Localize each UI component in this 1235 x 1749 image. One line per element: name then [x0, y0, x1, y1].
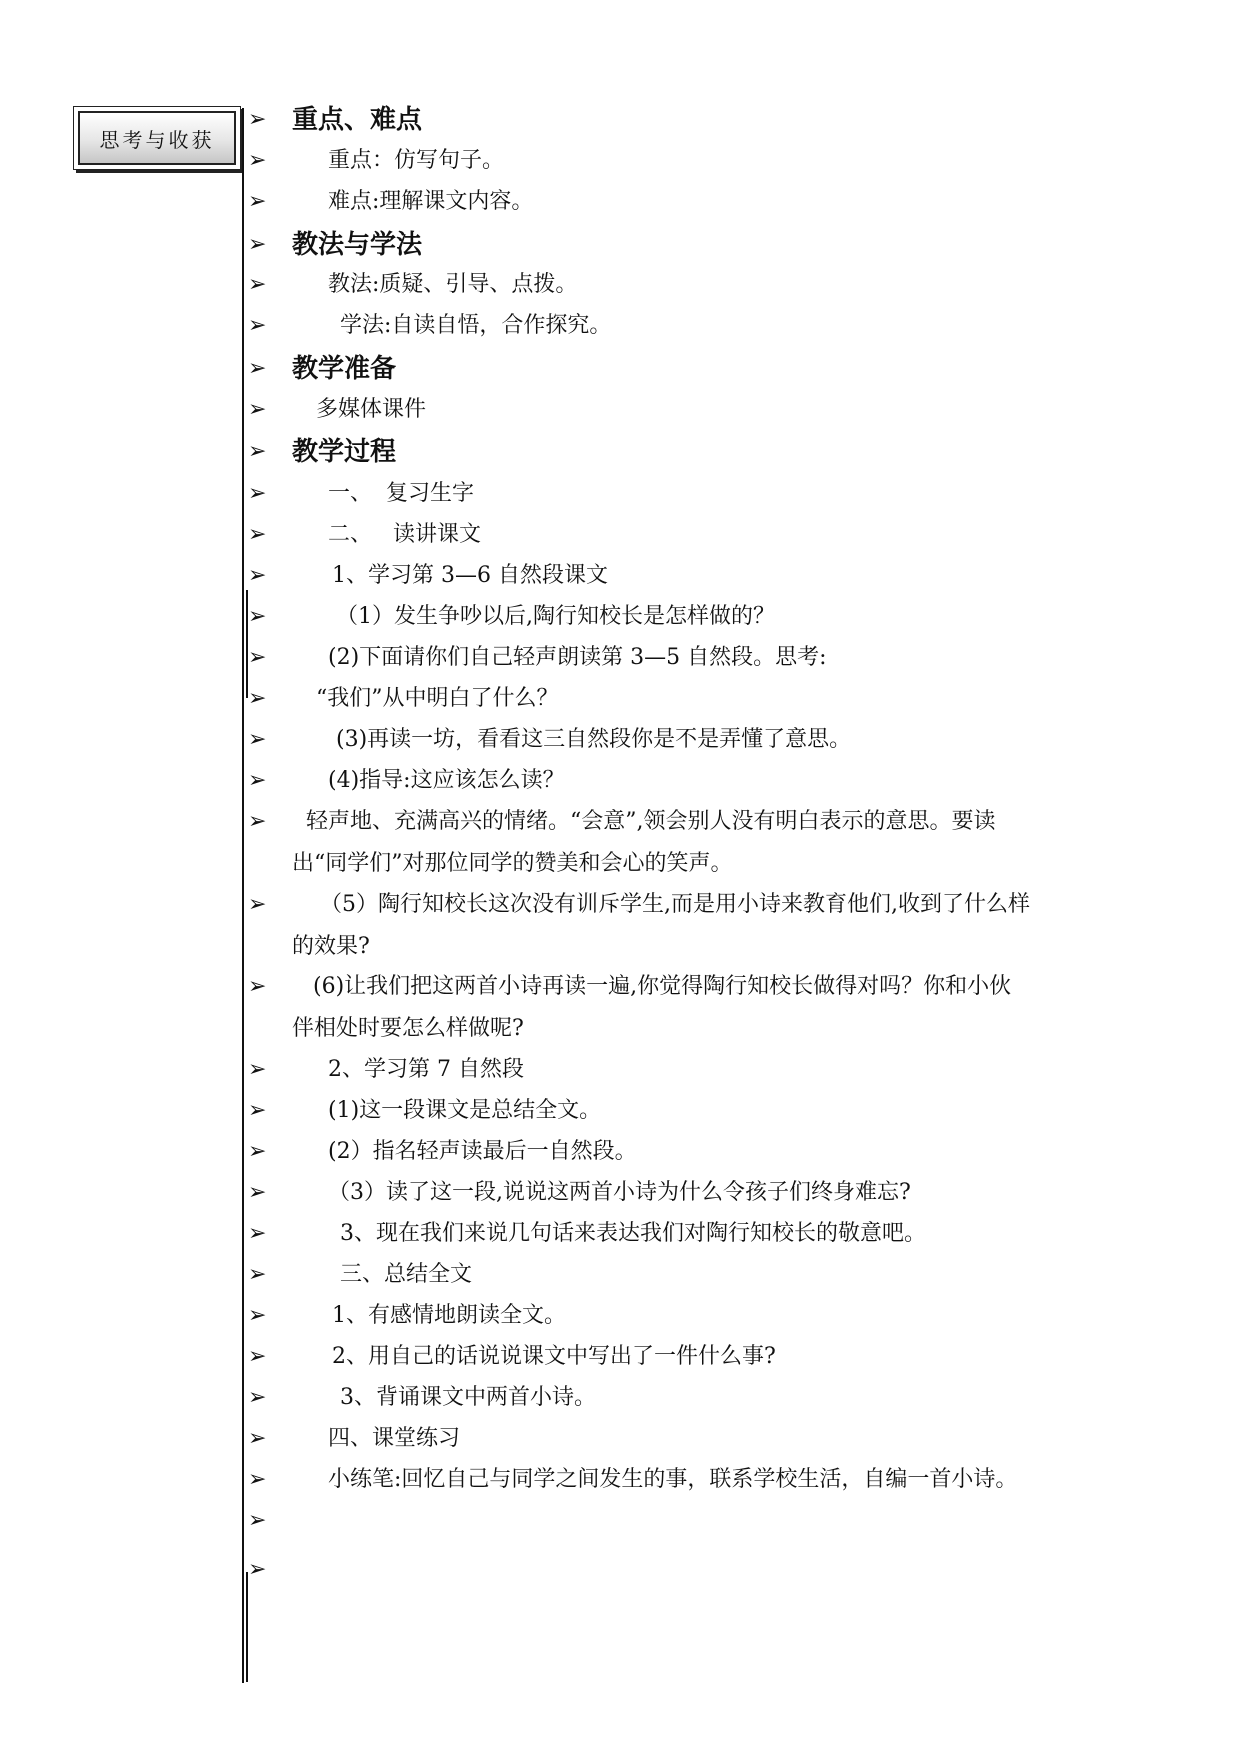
list-item [248, 760, 1208, 802]
item-text: 重点：仿写句子。 [328, 148, 505, 173]
item-text: 二、 读讲课文 [328, 522, 481, 547]
section-heading-row [248, 99, 1208, 141]
list-item [248, 1377, 1208, 1419]
list-item [248, 637, 1208, 679]
bullet-arrow-icon: ➢ [248, 686, 267, 711]
bullet-arrow-icon: ➢ [248, 1385, 267, 1410]
list-item [248, 181, 1208, 223]
bullet-arrow-icon: ➢ [248, 189, 267, 214]
side-label: 思考与收获 [78, 111, 236, 165]
item-text: (1)这一段课文是总结全文。 [328, 1098, 602, 1123]
bullet-arrow-icon: ➢ [248, 604, 267, 629]
bullet-arrow-icon: ➢ [248, 232, 267, 257]
bullet-arrow-icon: ➢ [248, 1180, 267, 1205]
bullet-arrow-icon: ➢ [248, 397, 267, 422]
bullet-arrow-icon: ➢ [248, 481, 267, 506]
item-text: 轻声地、充满高兴的情绪。“会意”,领会别人没有明白表示的意思。要读出“同学们”对那位同学的赞美和会心的笑声。 [292, 809, 996, 876]
bullet-arrow-icon: ➢ [248, 645, 267, 670]
list-item [248, 1418, 1208, 1460]
bullet-arrow-icon: ➢ [248, 727, 267, 752]
section-heading-row [248, 348, 1208, 390]
side-label-box [73, 106, 241, 170]
bullet-arrow-icon: ➢ [248, 1508, 267, 1533]
bullet-arrow-icon: ➢ [248, 563, 267, 588]
list-item [248, 966, 1208, 1050]
item-text: 1、学习第 3—6 自然段课文 [332, 563, 608, 588]
bullet-arrow-icon: ➢ [248, 1344, 267, 1369]
item-text: (6)让我们把这两首小诗再读一遍,你觉得陶行知校长做得对吗？你和小伙伴相处时要怎么样做呢? [292, 974, 1012, 1041]
section-heading: 教学过程 [292, 437, 397, 467]
list-item [248, 1459, 1208, 1501]
list-item [248, 473, 1208, 515]
section-heading: 教法与学法 [292, 230, 423, 260]
bullet-arrow-icon: ➢ [248, 313, 267, 338]
item-text: 2、用自己的话说说课文中写出了一件什么事? [332, 1344, 776, 1369]
list-item [248, 678, 1208, 720]
item-text: 三、总结全文 [340, 1262, 473, 1287]
bullet-arrow-icon: ➢ [248, 439, 267, 464]
item-text: “我们”从中明白了什么？ [316, 686, 559, 711]
section-heading: 教学准备 [292, 354, 397, 384]
item-text: 一、 复习生字 [328, 481, 474, 506]
list-item [248, 1172, 1208, 1214]
list-item [248, 1213, 1208, 1255]
list-item [248, 1254, 1208, 1296]
bullet-arrow-icon: ➢ [248, 1262, 267, 1287]
bullet-arrow-icon: ➢ [248, 809, 267, 834]
item-text: 教法:质疑、引导、点拨。 [328, 272, 578, 297]
item-text: (2）指名轻声读最后一自然段。 [328, 1139, 637, 1164]
item-text: (4)指导:这应该怎么读？ [328, 768, 565, 793]
list-item [248, 719, 1208, 761]
list-item [248, 389, 1208, 431]
bullet-arrow-icon: ➢ [248, 356, 267, 381]
item-text: (2)下面请你们自己轻声朗读第 3—5 自然段。思考: [328, 645, 827, 670]
bullet-arrow-icon: ➢ [248, 1139, 267, 1164]
list-item [248, 555, 1208, 597]
bullet-arrow-icon: ➢ [248, 1303, 267, 1328]
bullet-arrow-icon: ➢ [248, 768, 267, 793]
section-heading: 重点、难点 [292, 105, 423, 135]
list-item [248, 1131, 1208, 1173]
list-item [248, 264, 1208, 306]
bullet-arrow-icon: ➢ [248, 1467, 267, 1492]
bullet-arrow-icon: ➢ [248, 892, 267, 917]
item-text: （3）读了这一段,说说这两首小诗为什么令孩子们终身难忘? [328, 1180, 911, 1205]
list-item [248, 1049, 1208, 1091]
bullet-arrow-icon: ➢ [248, 1557, 267, 1582]
list-item [248, 884, 1208, 968]
item-text: 3、现在我们来说几句话来表达我们对陶行知校长的敬意吧。 [340, 1221, 926, 1246]
item-text: 四、课堂练习 [328, 1426, 461, 1451]
bullet-arrow-icon: ➢ [248, 1221, 267, 1246]
item-text: 多媒体课件 [316, 397, 427, 422]
list-item [248, 514, 1208, 556]
list-item [248, 1090, 1208, 1132]
bullet-arrow-icon: ➢ [248, 522, 267, 547]
item-text: （5）陶行知校长这次没有训斥学生,而是用小诗来教育他们,收到了什么样的效果? [292, 892, 1030, 959]
list-item [248, 305, 1208, 347]
item-text: (3)再读一坊，看看这三自然段你是不是弄懂了意思。 [336, 727, 852, 752]
section-heading-row [248, 224, 1208, 266]
item-text: 3、背诵课文中两首小诗。 [340, 1385, 596, 1410]
bullet-arrow-icon: ➢ [248, 107, 267, 132]
bullet-arrow-icon: ➢ [248, 1057, 267, 1082]
list-item [248, 140, 1208, 182]
bullet-arrow-icon: ➢ [248, 148, 267, 173]
item-text: 学法:自读自悟，合作探究。 [340, 313, 612, 338]
margin-rule [242, 108, 244, 1683]
bullet-arrow-icon: ➢ [248, 974, 267, 999]
item-text: （1）发生争吵以后,陶行知校长是怎样做的？ [336, 604, 775, 629]
item-text: 2、学习第 7 自然段 [328, 1057, 524, 1082]
list-item [248, 596, 1208, 638]
list-item [248, 801, 1208, 885]
item-text: 难点:理解课文内容。 [328, 189, 534, 214]
item-text: 1、有感情地朗读全文。 [332, 1303, 566, 1328]
bullet-arrow-icon: ➢ [248, 1098, 267, 1123]
section-heading-row [248, 431, 1208, 473]
bullet-arrow-icon: ➢ [248, 1426, 267, 1451]
list-item [248, 1295, 1208, 1337]
bullet-arrow-icon: ➢ [248, 272, 267, 297]
item-text: 小练笔:回忆自己与同学之间发生的事，联系学校生活，自编一首小诗。 [328, 1467, 1018, 1492]
list-item [248, 1336, 1208, 1378]
